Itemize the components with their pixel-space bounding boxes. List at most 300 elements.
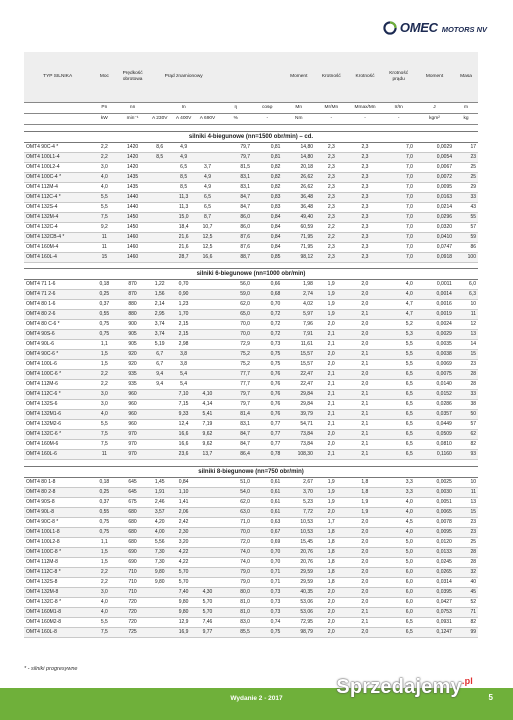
table-cell: 13,7: [195, 450, 219, 460]
table-cell: 1450: [117, 213, 147, 223]
table-cell: 8,6: [148, 143, 172, 153]
table-cell: 2,3: [315, 173, 348, 183]
table-cell: 0,0029: [415, 143, 454, 153]
table-cell: [148, 598, 172, 608]
table-cell: 11,61: [282, 340, 315, 350]
table-row: [24, 618, 478, 628]
table-cell: 14,80: [282, 153, 315, 163]
table-cell: 28: [454, 370, 478, 380]
table-cell: 83,1: [219, 173, 252, 183]
table-cell: 82: [454, 618, 478, 628]
table-cell: 7,0: [382, 153, 415, 163]
table-cell: 9,2: [91, 223, 117, 233]
table-cell: 0,68: [252, 290, 282, 300]
sym-9: Mmax/Mn: [348, 103, 383, 114]
table-cell: 82: [454, 440, 478, 450]
table-cell: 0,82: [252, 183, 282, 193]
table-cell: 10,53: [282, 518, 315, 528]
table-cell: 9,80: [172, 598, 196, 608]
table-cell: 0,63: [252, 518, 282, 528]
table-cell: 9,80: [172, 608, 196, 618]
table-cell: 5,2: [382, 320, 415, 330]
table-cell: 5,5: [91, 203, 117, 213]
table-row: [24, 628, 478, 638]
table-cell: 2,0: [347, 568, 382, 578]
table-cell: 5,5: [91, 618, 117, 628]
table-cell: 9,62: [195, 440, 219, 450]
table-cell: 0,73: [252, 598, 282, 608]
table-cell: 680: [117, 518, 147, 528]
motor-type-cell: OMT4 71 2-6: [24, 290, 91, 300]
table-row: [24, 400, 478, 410]
table-cell: 2,1: [315, 370, 348, 380]
table-cell: 880: [117, 300, 147, 310]
table-row: [24, 538, 478, 548]
table-cell: 13: [454, 330, 478, 340]
omec-logo-icon: [383, 21, 397, 35]
table-cell: [196, 518, 220, 528]
table-cell: 2,3: [315, 163, 348, 173]
table-cell: 2,1: [347, 420, 382, 430]
motor-type-cell: OMT4 80 2-6: [24, 310, 91, 320]
table-cell: 1,22: [148, 280, 172, 290]
table-cell: 0,61: [252, 508, 282, 518]
table-cell: 0,61: [252, 498, 282, 508]
sym-12: m: [454, 103, 478, 114]
table-cell: 0,76: [252, 380, 282, 390]
unit-9: -: [315, 114, 348, 125]
table-cell: [196, 528, 220, 538]
table-cell: 5,5: [91, 193, 117, 203]
table-cell: 2,3: [315, 183, 348, 193]
table-cell: 4,22: [172, 558, 196, 568]
table-cell: [148, 253, 172, 263]
motor-type-cell: OMT4 90C-4 *: [24, 143, 91, 153]
table-cell: [148, 213, 172, 223]
table-cell: 0,37: [91, 300, 117, 310]
table-cell: 15,57: [282, 360, 315, 370]
table-cell: 12,5: [196, 243, 220, 253]
table-cell: 86,0: [219, 223, 252, 233]
table-cell: 3,74: [148, 330, 172, 340]
table-cell: 0,0140: [415, 380, 454, 390]
table-cell: 7,5: [91, 430, 117, 440]
table-cell: 2,0: [347, 330, 382, 340]
table-cell: 0,0038: [415, 350, 454, 360]
table-cell: 2,0: [347, 578, 382, 588]
table-cell: 98,79: [282, 628, 315, 638]
table-cell: 6,5: [382, 440, 415, 450]
table-row: [24, 488, 478, 498]
header-symbols: [24, 103, 478, 114]
table-cell: 6,5: [382, 450, 415, 460]
table-cell: 960: [117, 410, 147, 420]
table-row: [24, 578, 478, 588]
motor-type-cell: OMT4 132C-8 *: [24, 598, 91, 608]
table-cell: 2,3: [315, 203, 348, 213]
table-cell: 0,75: [91, 330, 117, 340]
table-cell: 16,6: [196, 253, 220, 263]
table-cell: 6,5: [382, 628, 415, 638]
table-cell: [196, 478, 220, 488]
table-cell: 0,84: [252, 213, 282, 223]
table-cell: 59: [454, 233, 478, 243]
table-cell: 4,0: [91, 598, 117, 608]
table-cell: 40: [454, 578, 478, 588]
table-cell: 2,1: [347, 440, 382, 450]
table-cell: 2,0: [315, 350, 348, 360]
table-cell: 2,1: [347, 450, 382, 460]
table-cell: 4,30: [196, 588, 220, 598]
table-row: [24, 588, 478, 598]
watermark: [336, 676, 473, 699]
table-cell: 5,0: [382, 538, 415, 548]
table-row: [24, 568, 478, 578]
table-cell: 2,3: [348, 213, 383, 223]
table-cell: 5,70: [196, 598, 220, 608]
table-cell: 86: [454, 243, 478, 253]
table-cell: 4,0: [91, 183, 117, 193]
table-cell: 0,55: [91, 508, 117, 518]
table-cell: 2,1: [315, 450, 348, 460]
table-cell: 2,0: [315, 508, 348, 518]
table-cell: 71,95: [282, 243, 315, 253]
motor-type-cell: OMT4 132C-6 *: [24, 430, 91, 440]
table-cell: 32: [454, 568, 478, 578]
table-cell: [148, 608, 172, 618]
table-cell: 81,0: [219, 608, 252, 618]
table-cell: 0,77: [252, 420, 282, 430]
table-cell: 0,0019: [415, 310, 454, 320]
table-cell: 40,35: [282, 588, 315, 598]
table-cell: 0,73: [252, 588, 282, 598]
table-cell: 100: [454, 253, 478, 263]
table-cell: 56,0: [219, 280, 252, 290]
table-cell: 50: [454, 410, 478, 420]
table-cell: 99: [454, 628, 478, 638]
brand-name: OMEC: [399, 20, 438, 35]
table-cell: 6,5: [382, 410, 415, 420]
table-cell: 28: [454, 380, 478, 390]
table-cell: 1,8: [315, 558, 348, 568]
table-cell: 2,1: [347, 618, 382, 628]
table-cell: [148, 203, 172, 213]
table-cell: 1440: [117, 193, 147, 203]
table-cell: 0,84: [252, 223, 282, 233]
table-cell: 7,40: [172, 588, 196, 598]
table-cell: 1420: [117, 163, 147, 173]
table-cell: 73,84: [282, 430, 315, 440]
table-cell: 0,77: [252, 430, 282, 440]
table-cell: 59,0: [219, 290, 252, 300]
table-cell: 2,1: [347, 360, 382, 370]
table-cell: 0,85: [252, 253, 282, 263]
table-cell: 0,0753: [415, 608, 454, 618]
table-cell: 935: [117, 380, 147, 390]
table-cell: 2,74: [282, 290, 315, 300]
table-cell: 79,7: [219, 153, 252, 163]
table-cell: [148, 193, 172, 203]
table-cell: 0,0410: [415, 233, 454, 243]
table-cell: 11: [91, 233, 117, 243]
table-cell: 0,0395: [415, 588, 454, 598]
header-ratio2: Krotność: [348, 52, 383, 103]
table-cell: [148, 163, 172, 173]
table-cell: 7,30: [148, 558, 172, 568]
table-cell: 2,0: [315, 608, 348, 618]
table-cell: 5,41: [195, 410, 219, 420]
unit-12: kgm²: [415, 114, 454, 125]
sym-5: η: [219, 103, 252, 114]
table-cell: 0,0065: [415, 508, 454, 518]
table-cell: 2,3: [315, 153, 348, 163]
unit-7: -: [252, 114, 282, 125]
header-mass: Masa: [454, 52, 478, 103]
table-cell: 26,62: [282, 173, 315, 183]
table-row: [24, 420, 478, 430]
table-cell: [148, 390, 172, 400]
table-cell: 8,7: [196, 213, 220, 223]
table-cell: 9,80: [148, 568, 172, 578]
table-cell: 0,78: [252, 450, 282, 460]
table-cell: 4,9: [196, 173, 220, 183]
table-cell: 2,1: [315, 420, 348, 430]
table-row: [24, 330, 478, 340]
table-cell: 75,2: [219, 360, 252, 370]
table-cell: 85,5: [219, 628, 252, 638]
table-cell: 54,0: [219, 488, 252, 498]
table-cell: 7,0: [382, 173, 415, 183]
table-cell: 0,0024: [415, 320, 454, 330]
table-cell: 79,7: [219, 390, 252, 400]
motor-type-cell: OMT4 160M-6: [24, 440, 91, 450]
table-cell: 86,0: [219, 213, 252, 223]
table-cell: 2,3: [348, 143, 383, 153]
motor-type-cell: OMT4 160M-4: [24, 243, 91, 253]
table-cell: 2,1: [315, 400, 348, 410]
header-torque: Moment: [282, 52, 315, 103]
table-cell: 2,1: [347, 390, 382, 400]
motor-type-cell: OMT4 90L-6: [24, 340, 91, 350]
table-cell: 720: [117, 598, 147, 608]
table-cell: 11: [91, 243, 117, 253]
table-cell: 1,8: [315, 538, 348, 548]
table-cell: 2,15: [172, 330, 196, 340]
table-row: [24, 350, 478, 360]
table-cell: 6,5: [382, 430, 415, 440]
table-cell: 0,81: [252, 143, 282, 153]
table-cell: 6,5: [382, 380, 415, 390]
table-cell: 2,2: [91, 568, 117, 578]
footnote: * - silniki progresywne: [24, 666, 78, 672]
table-cell: 70,0: [219, 330, 252, 340]
table-cell: 2,1: [347, 608, 382, 618]
table-cell: 14,80: [282, 143, 315, 153]
table-cell: 970: [117, 430, 147, 440]
table-row: [24, 290, 478, 300]
table-cell: 0,0054: [415, 153, 454, 163]
motor-type-cell: OMT4 160L-6: [24, 450, 91, 460]
table-cell: 0,61: [252, 488, 282, 498]
table-cell: 1,45: [148, 478, 172, 488]
table-cell: 71: [454, 608, 478, 618]
table-cell: 2,3: [348, 173, 383, 183]
table-cell: 72,0: [219, 538, 252, 548]
motor-type-cell: OMT4 132C-4: [24, 223, 91, 233]
table-cell: 2,2: [91, 153, 117, 163]
table-cell: 0,70: [252, 548, 282, 558]
unit-0: [24, 114, 91, 125]
table-cell: 1,7: [315, 518, 348, 528]
table-cell: 6,0: [454, 280, 478, 290]
table-cell: 15,45: [282, 538, 315, 548]
table-cell: 1460: [117, 243, 147, 253]
table-cell: 6,5: [382, 390, 415, 400]
table-cell: 4,22: [172, 548, 196, 558]
table-cell: 2,3: [348, 163, 383, 173]
table-cell: 36,48: [282, 203, 315, 213]
table-cell: 8,5: [172, 183, 196, 193]
table-cell: 72,95: [282, 618, 315, 628]
motor-type-cell: OMT4 132S-6: [24, 400, 91, 410]
motor-type-cell: OMT4 80 C-6 *: [24, 320, 91, 330]
table-row: [24, 320, 478, 330]
table-cell: 0,82: [252, 163, 282, 173]
table-cell: 1450: [117, 223, 147, 233]
table-cell: 2,0: [347, 528, 382, 538]
table-cell: 9,77: [196, 628, 220, 638]
table-cell: 11: [454, 310, 478, 320]
table-cell: 0,0320: [415, 223, 454, 233]
table-cell: 0,0095: [415, 528, 454, 538]
table-cell: 0,74: [252, 618, 282, 628]
sym-10: Ir/In: [382, 103, 415, 114]
table-cell: 79,7: [219, 143, 252, 153]
table-row: [24, 548, 478, 558]
table-cell: 7,30: [148, 548, 172, 558]
table-cell: 0,72: [252, 310, 282, 320]
table-cell: 93: [454, 450, 478, 460]
table-row: [24, 450, 478, 460]
table-row: [24, 163, 478, 173]
motor-type-cell: OMT4 112C-4 *: [24, 193, 91, 203]
table-cell: 7,10: [172, 390, 196, 400]
table-cell: 5,19: [148, 340, 172, 350]
table-cell: 1,9: [315, 300, 348, 310]
table-cell: 0,0067: [415, 163, 454, 173]
table-cell: 1,23: [172, 300, 196, 310]
table-cell: 2,3: [315, 143, 348, 153]
table-cell: 2,3: [315, 243, 348, 253]
table-row: [24, 173, 478, 183]
table-cell: 2,3: [315, 193, 348, 203]
table-row: [24, 233, 478, 243]
table-cell: 60,59: [282, 223, 315, 233]
table-cell: [196, 498, 220, 508]
table-cell: 2,3: [348, 183, 383, 193]
table-row: [24, 300, 478, 310]
table-cell: 21,6: [172, 233, 196, 243]
table-cell: [195, 290, 219, 300]
table-cell: 6,5: [196, 193, 220, 203]
table-cell: 960: [117, 390, 147, 400]
table-cell: 11: [91, 450, 117, 460]
table-cell: 7,5: [91, 628, 117, 638]
table-cell: 4,9: [196, 183, 220, 193]
table-cell: 2,1: [347, 430, 382, 440]
table-cell: 0,76: [252, 370, 282, 380]
table-cell: 5,97: [282, 310, 315, 320]
header-units: [24, 114, 478, 125]
table-cell: 25: [454, 538, 478, 548]
table-cell: 905: [117, 340, 147, 350]
motor-type-cell: OMT4 132S-4: [24, 203, 91, 213]
table-cell: 3,74: [148, 320, 172, 330]
table-cell: 25: [454, 163, 478, 173]
table-cell: 4,0: [382, 290, 415, 300]
table-cell: 0,84: [252, 233, 282, 243]
table-cell: 2,3: [348, 243, 383, 253]
table-cell: 0,0449: [415, 420, 454, 430]
table-cell: 5,5: [382, 340, 415, 350]
table-cell: 2,3: [315, 253, 348, 263]
table-cell: [148, 430, 172, 440]
table-cell: 4,9: [172, 143, 196, 153]
table-cell: 2,0: [347, 380, 382, 390]
table-cell: 20,18: [282, 163, 315, 173]
table-cell: 1,8: [315, 528, 348, 538]
table-cell: 1,98: [282, 280, 315, 290]
table-cell: 2,0: [347, 558, 382, 568]
table-cell: [148, 628, 172, 638]
table-cell: 870: [117, 280, 147, 290]
header-ratio3: Krotność prądu: [382, 52, 415, 103]
table-cell: 4,0: [91, 410, 117, 420]
table-cell: 62: [454, 430, 478, 440]
table-cell: 2,1: [315, 390, 348, 400]
table-cell: 5,56: [148, 538, 172, 548]
table-cell: 2,98: [172, 340, 196, 350]
motor-type-cell: OMT4 160M1-8: [24, 608, 91, 618]
table-cell: [196, 508, 220, 518]
table-cell: 1420: [117, 153, 147, 163]
table-row: [24, 310, 478, 320]
table-cell: 5,3: [382, 330, 415, 340]
table-cell: 108,30: [282, 450, 315, 460]
table-cell: [195, 310, 219, 320]
table-cell: [196, 578, 220, 588]
table-cell: 62,0: [219, 498, 252, 508]
unit-11: -: [382, 114, 415, 125]
table-cell: 2,0: [315, 320, 348, 330]
table-cell: 0,0029: [415, 330, 454, 340]
table-cell: 2,1: [315, 410, 348, 420]
table-row: [24, 203, 478, 213]
table-cell: 11,3: [172, 193, 196, 203]
table-cell: 0,1160: [415, 450, 454, 460]
table-cell: 1,9: [315, 290, 348, 300]
table-cell: 87,6: [219, 243, 252, 253]
table-cell: 3,0: [91, 390, 117, 400]
table-cell: 0,70: [172, 280, 196, 290]
table-cell: 720: [117, 608, 147, 618]
table-cell: 1,8: [315, 578, 348, 588]
motor-type-cell: OMT4 112C-8 *: [24, 568, 91, 578]
table-cell: 2,3: [348, 223, 383, 233]
table-cell: 7,5: [91, 213, 117, 223]
table-row: [24, 598, 478, 608]
table-cell: 29,59: [282, 568, 315, 578]
